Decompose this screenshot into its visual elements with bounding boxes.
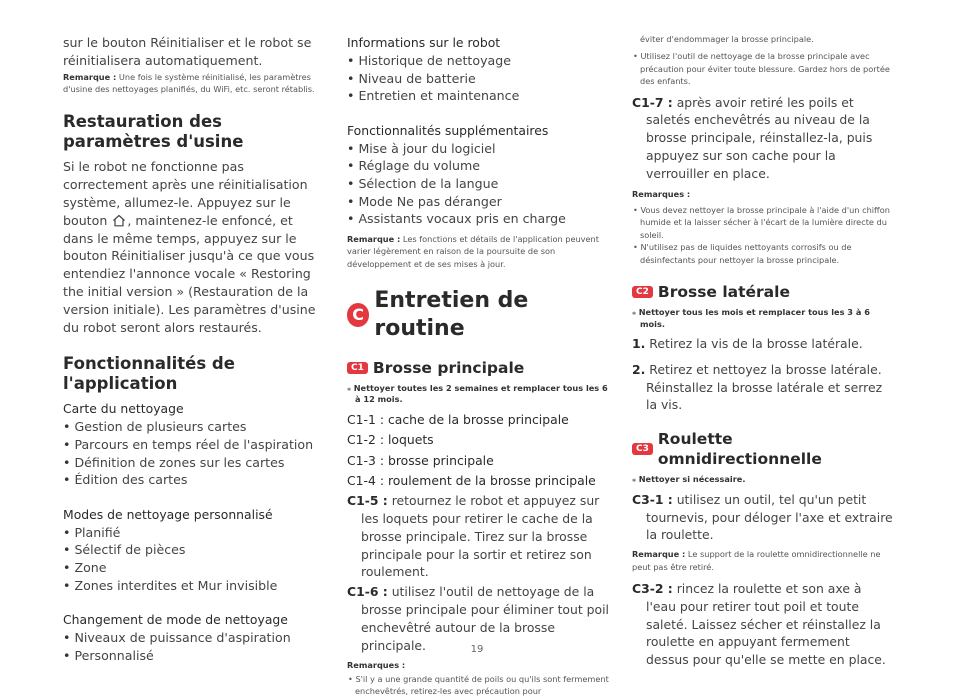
- column-left: [63, 30, 323, 664]
- asterisk-icon: ⁎: [632, 307, 637, 318]
- step-c3-2: [632, 580, 894, 669]
- remark-item: • Utilisez l'outil de nettoyage de la brosse principale avec précaution pour éviter toute blessure. Gardez hors de portée des enfants.: [632, 50, 894, 87]
- subsection-heading-c2: [632, 282, 894, 302]
- step-text: retournez le robot et appuyez sur les loquets pour retirer le cache de la brosse principale. Tirez sur la brosse principale pour la sortir et retirez son roulement.: [361, 493, 600, 580]
- list-item: • Zone: [63, 559, 323, 577]
- feature-list: [347, 140, 609, 228]
- step-label: C1-6 :: [347, 584, 388, 600]
- part-text: roulement de la brosse principale: [384, 472, 596, 488]
- feature-group-label: Changement de mode de nettoyage: [63, 612, 288, 628]
- asterisk-icon: ⁎: [347, 382, 352, 393]
- part-label: C1-1 :: [347, 411, 385, 427]
- remarks-label: [347, 659, 609, 671]
- list-item: • Niveaux de puissance d'aspiration: [63, 629, 323, 647]
- remarks-label-text: Remarques :: [632, 188, 691, 199]
- part-label: C1-3 :: [347, 452, 385, 468]
- c2-step-2: [632, 361, 894, 414]
- step-label: C1-7 :: [632, 94, 673, 110]
- list-item: • Zones interdites et Mur invisible: [63, 577, 323, 595]
- feature-group-modes: [63, 506, 323, 594]
- list-item: • Édition des cartes: [63, 471, 323, 489]
- list-item: • Parcours en temps réel de l'aspiration: [63, 436, 323, 454]
- home-icon: [112, 214, 126, 227]
- maintenance-frequency-note: [347, 383, 609, 406]
- intro-note-text: Une fois le système réinitialisé, les paramètres d'usine des nettoyages planifiés, du WiFi, etc. seront rétablis.: [63, 71, 315, 94]
- c2-step-1: [632, 335, 894, 353]
- list-item: • Sélectif de pièces: [63, 541, 323, 559]
- step-c3-1: [632, 491, 894, 544]
- list-item: • Niveau de batterie: [347, 70, 609, 88]
- remarks-label: [632, 188, 894, 200]
- list-item: • Gestion de plusieurs cartes: [63, 418, 323, 436]
- feature-group-extra: [347, 122, 609, 228]
- star-note-text: Nettoyer toutes les 2 semaines et remplacer tous les 6 à 12 mois.: [353, 382, 608, 405]
- feature-list: [63, 418, 323, 488]
- features-note: [347, 233, 609, 270]
- feature-group-mode-change: [63, 611, 323, 664]
- subsection-badge: C3: [632, 443, 653, 455]
- part-text: brosse principale: [384, 452, 494, 468]
- part-item: [347, 471, 609, 491]
- feature-group-map: [63, 400, 323, 488]
- part-item: [347, 430, 609, 450]
- subsection-badge: C1: [347, 362, 368, 374]
- step-number: 1.: [632, 336, 646, 352]
- remarks-list: [632, 50, 894, 87]
- column-middle: [347, 30, 609, 698]
- section-title: Entretien de routine: [374, 287, 529, 341]
- remarks-label-text: Remarques :: [347, 660, 406, 671]
- step-label: C3-1 :: [632, 491, 673, 507]
- remark-item: • N'utilisez pas de liquides nettoyants corrosifs ou de désinfectants pour nettoyer la brosse principale.: [632, 241, 894, 266]
- restore-text-before: Si le robot ne fonctionne pas correctement après une réinitialisation système, allumez-le. Appuyez sur le bouton: [63, 159, 308, 228]
- subsection-heading-c1: [347, 358, 609, 378]
- feature-group-label: Fonctionnalités supplémentaires: [347, 122, 549, 138]
- c3-note-label: Remarque :: [632, 549, 686, 560]
- step-text: Retirez et nettoyez la brosse latérale. Réinstallez la brosse latérale et serrez la vis.: [645, 361, 883, 413]
- step-text: utilisez un outil, tel qu'un petit tournevis, pour déloger l'axe et extraire la roulette.: [646, 491, 893, 543]
- c3-note-text: Le support de la roulette omnidirectionnelle ne peut pas être retiré.: [632, 549, 881, 572]
- subsection-badge: C2: [632, 286, 653, 298]
- restore-title: Restauration des paramètres d'usine: [63, 112, 244, 152]
- list-item: • Planifié: [63, 524, 323, 542]
- step-c1-5: [347, 492, 609, 581]
- section-letter-badge: C: [347, 303, 369, 327]
- part-text: loquets: [384, 432, 434, 448]
- remarks-list: [347, 673, 609, 698]
- features-note-text: Les fonctions et détails de l'application peuvent varier légèrement en raison de la poursuite de son développement et de ses mises à jour.: [347, 233, 599, 269]
- column-right: [632, 30, 894, 669]
- subsection-title: Roulette omnidirectionnelle: [657, 430, 822, 469]
- part-item: [347, 451, 609, 471]
- step-number: 2.: [632, 361, 646, 377]
- maintenance-frequency-note: [632, 307, 894, 330]
- step-c1-7: [632, 94, 894, 183]
- list-item: • Assistants vocaux pris en charge: [347, 210, 609, 228]
- subsection-heading-c3: [632, 429, 894, 469]
- step-label: C3-2 :: [632, 580, 673, 596]
- page-number: 19: [470, 644, 484, 655]
- restore-text-after: , maintenez-le enfoncé, et dans le même temps, appuyez sur le bouton Réinitialiser jusqu'à ce que vous entendiez l'annonce vocale « Restoring the initial version » (Restauration de la version initiale). Les paramètres d'usine du robot seront alors restaurés.: [63, 212, 316, 335]
- step-text: rincez la roulette et son axe à l'eau pour retirer tout poil et toute saleté. Laissez sécher et réinstallez la roulette en appuyant fermement dessus pour qu'elle se mette en place.: [646, 580, 886, 668]
- part-list: [347, 410, 609, 491]
- step-text: utilisez l'outil de nettoyage de la brosse principale pour éliminer tout poil enchevêtré autour de la brosse principale.: [361, 584, 609, 653]
- list-item: • Entretien et maintenance: [347, 87, 609, 105]
- subsection-title: Brosse latérale: [657, 283, 790, 302]
- list-item: • Mode Ne pas déranger: [347, 193, 609, 211]
- list-item: • Définition de zones sur les cartes: [63, 454, 323, 472]
- step-text: Retirez la vis de la brosse latérale.: [645, 336, 863, 352]
- section-heading: [347, 287, 609, 343]
- list-item: • Mise à jour du logiciel: [347, 140, 609, 158]
- c3-note: [632, 548, 894, 573]
- star-note-text: Nettoyer si nécessaire.: [638, 474, 746, 485]
- features-title: Fonctionnalités de l'application: [63, 354, 235, 394]
- part-label: C1-2 :: [347, 432, 385, 448]
- asterisk-icon: ⁎: [632, 474, 637, 485]
- feature-list: [63, 524, 323, 594]
- remark-item: • S'il y a une grande quantité de poils ou qu'ils sont fermement enchevêtrés, retirez-les avec précaution pour: [347, 673, 609, 698]
- restore-text: [63, 158, 323, 336]
- feature-list: [347, 52, 609, 105]
- intro-text: sur le bouton Réinitialiser et le robot se réinitialisera automatiquement.: [63, 35, 312, 68]
- remarks-list: [632, 204, 894, 266]
- list-item: • Historique de nettoyage: [347, 52, 609, 70]
- intro-note-label: Remarque :: [63, 71, 117, 82]
- maintenance-frequency-note: [632, 474, 894, 486]
- step-label: C1-5 :: [347, 493, 388, 509]
- step-text: après avoir retiré les poils et saletés enchevêtrés au niveau de la brosse principale, réinstallez-la, puis appuyez sur son cache pour la verrouiller en place.: [646, 94, 873, 181]
- part-label: C1-4 :: [347, 472, 385, 488]
- list-item: • Sélection de la langue: [347, 175, 609, 193]
- feature-group-label: Modes de nettoyage personnalisé: [63, 506, 273, 522]
- list-item: • Personnalisé: [63, 647, 323, 665]
- features-note-label: Remarque :: [347, 233, 401, 244]
- part-text: cache de la brosse principale: [384, 411, 569, 427]
- remark-continuation: éviter d'endommager la brosse principale.: [640, 34, 814, 44]
- subsection-title: Brosse principale: [372, 358, 525, 377]
- star-note-text: Nettoyer tous les mois et remplacer tous les 3 à 6 mois.: [638, 307, 870, 329]
- feature-group-robot-info: [347, 34, 609, 105]
- list-item: • Réglage du volume: [347, 157, 609, 175]
- part-item: [347, 410, 609, 430]
- feature-group-label: Informations sur le robot: [347, 35, 501, 50]
- remark-item: • Vous devez nettoyer la brosse principale à l'aide d'un chiffon humide et la laisser sécher à l'écart de la lumière directe du soleil.: [632, 204, 894, 241]
- intro-note: [63, 71, 323, 96]
- feature-group-label: Carte du nettoyage: [63, 401, 184, 417]
